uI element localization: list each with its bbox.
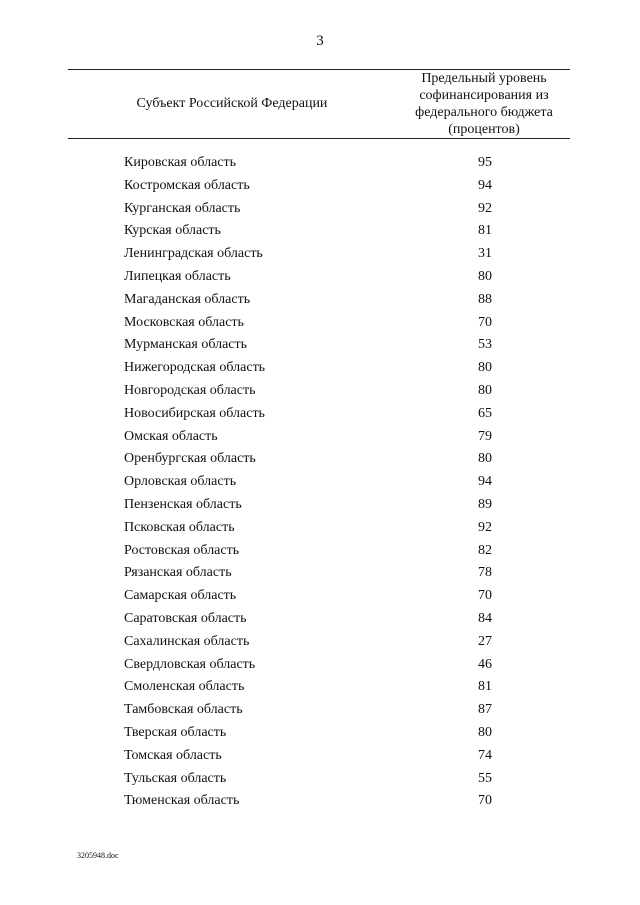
table-row (0, 474, 640, 497)
region-name: Псковская область (124, 519, 235, 535)
cofinancing-percent: 89 (478, 496, 492, 512)
region-name: Томская область (124, 747, 222, 763)
table-row (0, 520, 640, 543)
cofinancing-percent: 84 (478, 610, 492, 626)
cofinancing-percent: 80 (478, 451, 492, 467)
table-row (0, 315, 640, 338)
region-name: Мурманская область (124, 337, 248, 353)
cofinancing-percent: 82 (478, 542, 492, 558)
table-row (0, 201, 640, 224)
region-name: Тверская область (124, 724, 227, 740)
cofinancing-percent: 65 (478, 405, 492, 421)
cofinancing-percent: 92 (478, 200, 492, 216)
table-row (0, 748, 640, 771)
region-name: Самарская область (124, 588, 237, 604)
cofinancing-percent: 92 (478, 519, 492, 535)
table-row (0, 771, 640, 794)
region-name: Магаданская область (124, 291, 251, 307)
cofinancing-percent: 88 (478, 291, 492, 307)
table-body (0, 155, 640, 816)
table-row (0, 406, 640, 429)
footer-filename: 3205948.doc (77, 851, 119, 860)
region-name: Кировская область (124, 155, 237, 170)
region-name: Липецкая область (124, 268, 231, 284)
table-row (0, 588, 640, 611)
table-row (0, 246, 640, 269)
header-percent-text: Предельный уровень софинансирования из федерального бюджета (процентов) (415, 71, 553, 137)
region-name: Саратовская область (124, 610, 247, 626)
region-name: Курганская область (124, 200, 241, 216)
cofinancing-percent: 80 (478, 268, 492, 284)
table-row (0, 793, 640, 816)
region-name: Тюменская область (124, 793, 240, 809)
cofinancing-percent: 53 (478, 337, 492, 353)
cofinancing-percent: 78 (478, 565, 492, 581)
cofinancing-percent: 94 (478, 177, 492, 193)
table-header (68, 69, 570, 139)
region-name: Оренбургская область (124, 451, 256, 467)
table-row (0, 611, 640, 634)
table-row (0, 451, 640, 474)
region-name: Омская область (124, 428, 218, 444)
table-row (0, 429, 640, 452)
cofinancing-percent: 70 (478, 793, 492, 809)
region-name: Костромская область (124, 177, 250, 193)
region-name: Смоленская область (124, 679, 245, 695)
table-row (0, 634, 640, 657)
region-name: Ленинградская область (124, 246, 263, 262)
cofinancing-percent: 74 (478, 747, 492, 763)
table-row (0, 269, 640, 292)
region-name: Новгородская область (124, 382, 256, 398)
region-name: Нижегородская область (124, 360, 266, 376)
cofinancing-percent: 79 (478, 428, 492, 444)
cofinancing-percent: 95 (478, 155, 492, 170)
table-row (0, 360, 640, 383)
region-name: Московская область (124, 314, 244, 330)
table-row (0, 543, 640, 566)
cofinancing-percent: 81 (478, 223, 492, 239)
table-row (0, 155, 640, 178)
header-subject: Субъект Российской Федерации (136, 96, 328, 111)
region-name: Орловская область (124, 474, 237, 490)
region-name: Тамбовская область (124, 702, 243, 718)
cofinancing-percent: 80 (478, 382, 492, 398)
table-row (0, 725, 640, 748)
cofinancing-percent: 55 (478, 770, 492, 786)
cofinancing-percent: 87 (478, 702, 492, 718)
header-percent (398, 70, 570, 138)
region-name: Курская область (124, 223, 221, 239)
cofinancing-percent: 31 (478, 246, 492, 262)
cofinancing-percent: 80 (478, 724, 492, 740)
table-row (0, 497, 640, 520)
table-row (0, 383, 640, 406)
table-row (0, 657, 640, 680)
cofinancing-percent: 70 (478, 588, 492, 604)
region-name: Рязанская область (124, 565, 232, 581)
table-row (0, 337, 640, 360)
cofinancing-percent: 81 (478, 679, 492, 695)
region-name: Новосибирская область (124, 405, 265, 421)
table-row (0, 223, 640, 246)
table-row (0, 679, 640, 702)
table-row (0, 565, 640, 588)
table-row (0, 292, 640, 315)
table-row (0, 702, 640, 725)
page-number: 3 (316, 33, 324, 49)
region-name: Сахалинская область (124, 633, 250, 649)
cofinancing-percent: 46 (478, 656, 492, 672)
cofinancing-percent: 27 (478, 633, 492, 649)
cofinancing-percent: 70 (478, 314, 492, 330)
region-name: Тульская область (124, 770, 227, 786)
cofinancing-percent: 94 (478, 474, 492, 490)
region-name: Ростовская область (124, 542, 240, 558)
region-name: Свердловская область (124, 656, 256, 672)
table-row (0, 178, 640, 201)
cofinancing-percent: 80 (478, 360, 492, 376)
region-name: Пензенская область (124, 496, 242, 512)
